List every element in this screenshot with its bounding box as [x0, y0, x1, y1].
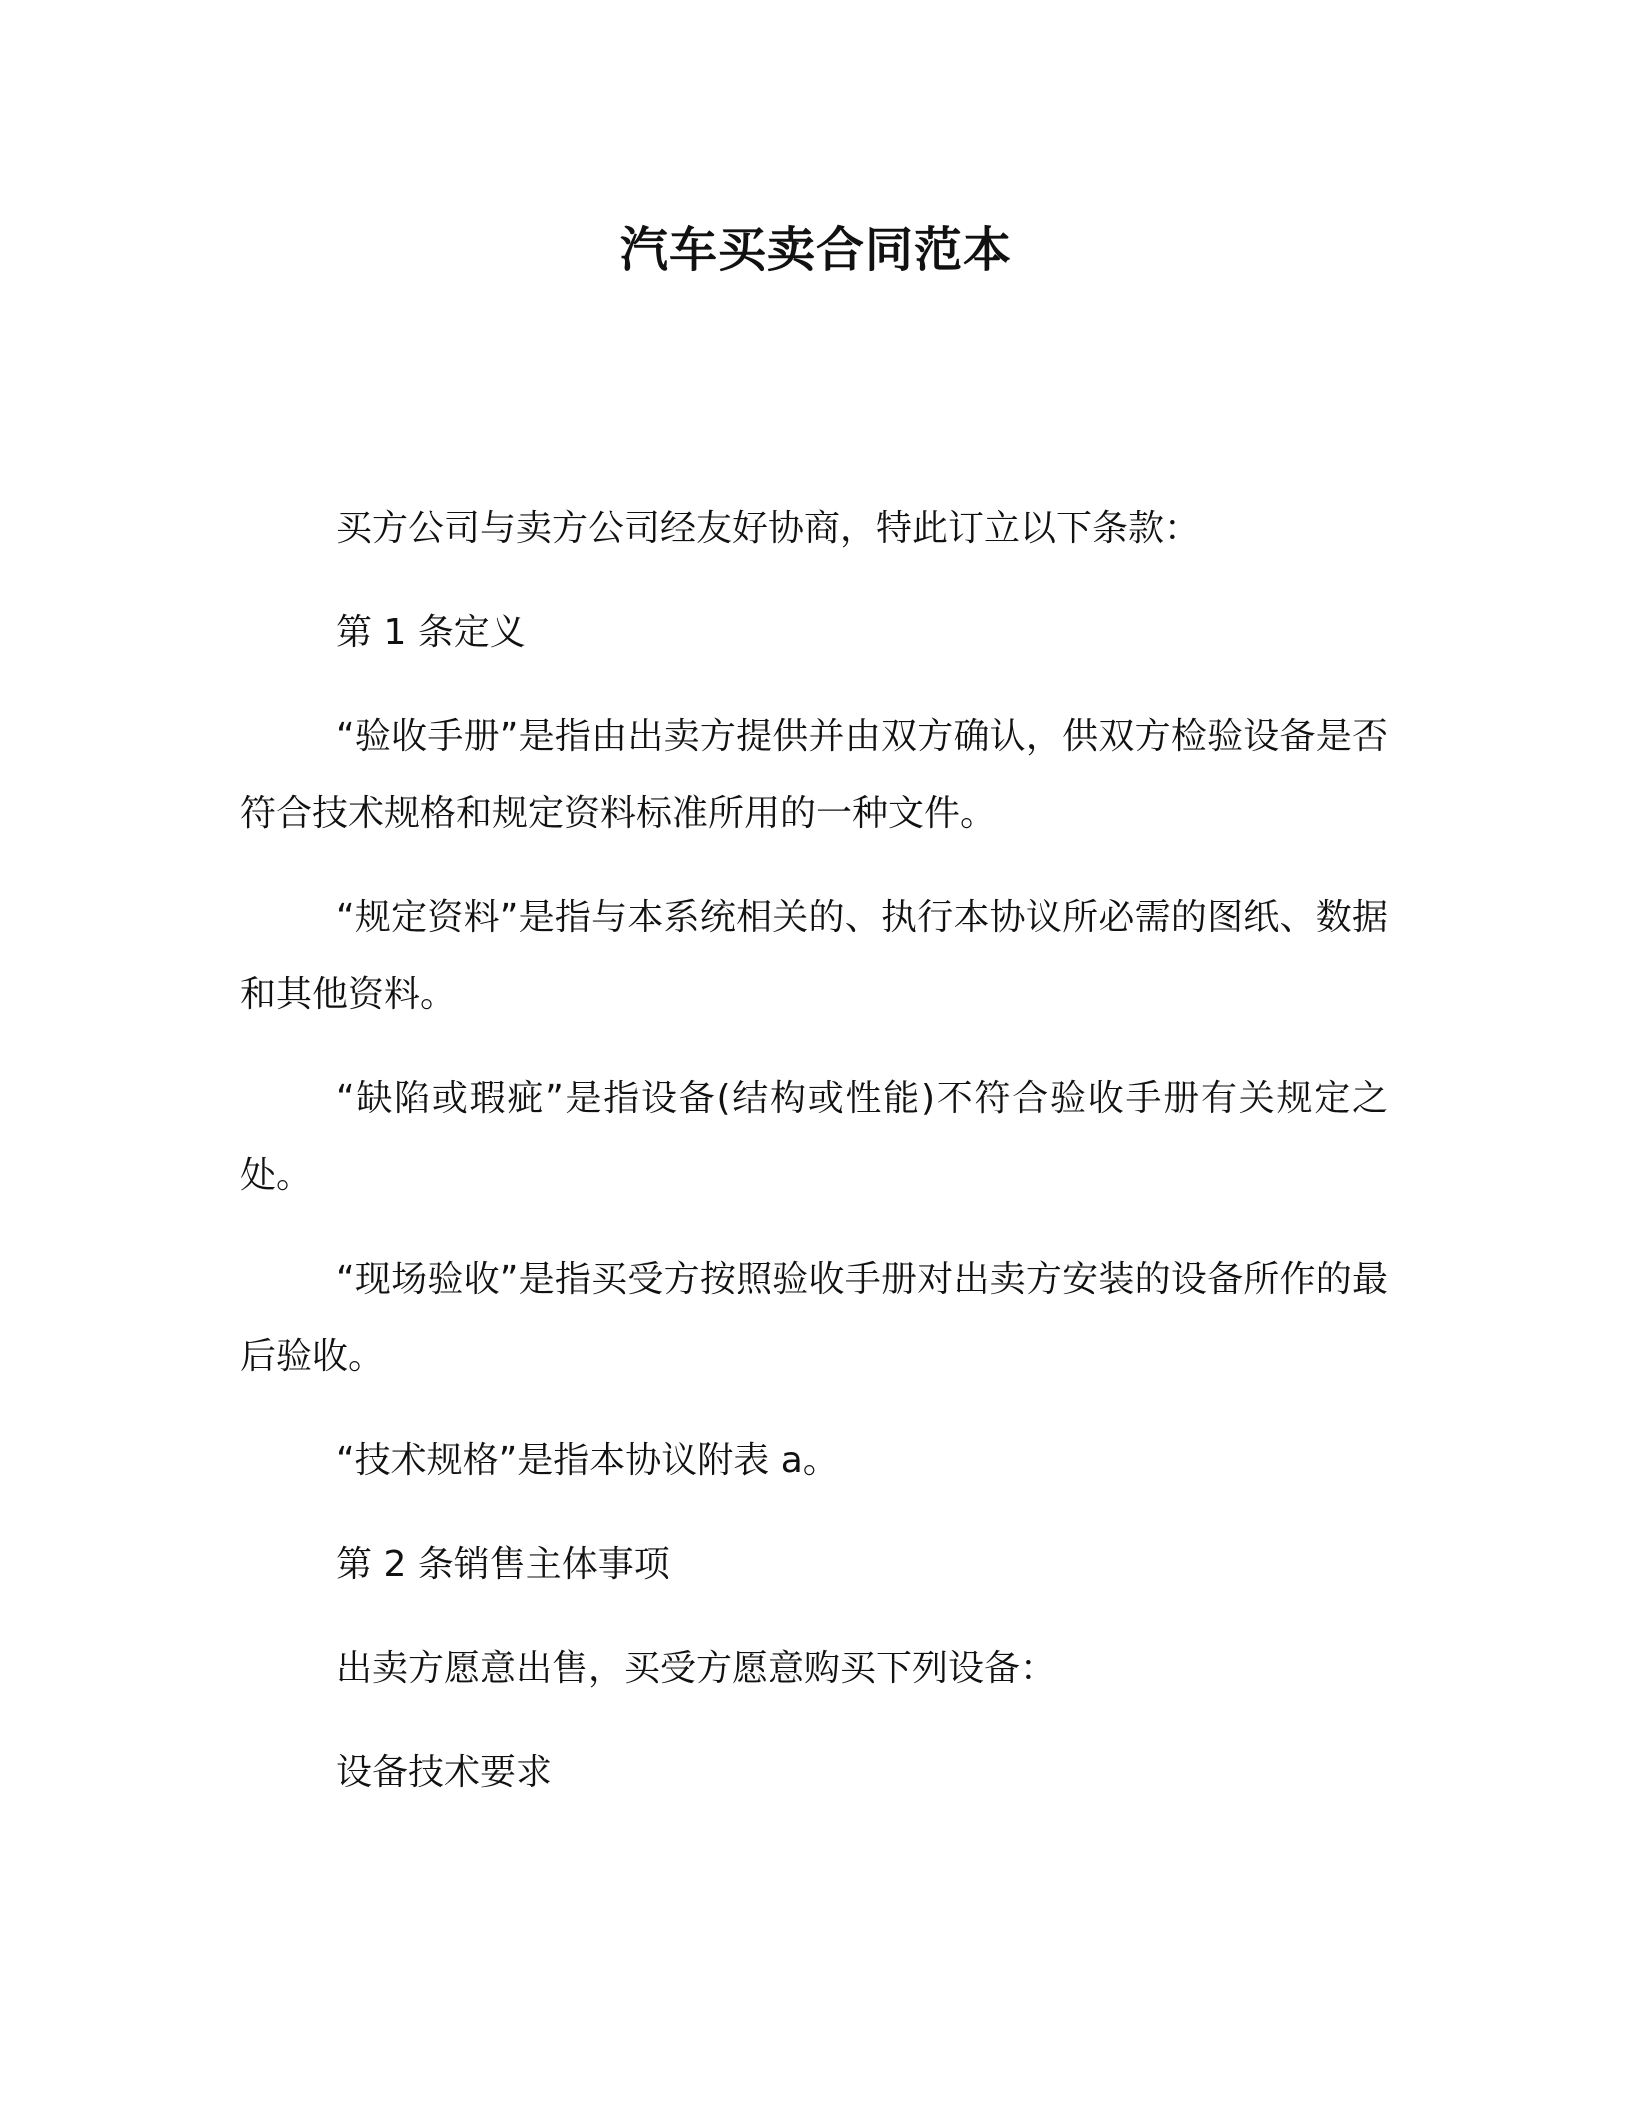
section-heading-2: 第 2 条销售主体事项	[336, 1544, 670, 1585]
definition-specified-materials: “规定资料”是指与本系统相关的、执行本协议所必需的图纸、数据和其他资料。	[240, 897, 1388, 1015]
document-body	[240, 490, 1388, 1838]
definition-defects: “缺陷或瑕疵”是指设备(结构或性能)不符合验收手册有关规定之处。	[240, 1078, 1388, 1196]
definition-acceptance-manual: “验收手册”是指由出卖方提供并由双方确认，供双方检验设备是否符合技术规格和规定资料标准所用的一种文件。	[240, 716, 1388, 834]
section-heading-1: 第 1 条定义	[336, 612, 526, 653]
document-title: 汽车买卖合同范本	[619, 222, 1012, 278]
paragraph-intro: 买方公司与卖方公司经友好协商，特此订立以下条款：	[336, 508, 1201, 549]
paragraph-equipment-requirements: 设备技术要求	[336, 1752, 553, 1793]
paragraph-sale-agreement: 出卖方愿意出售，买受方愿意购买下列设备：	[336, 1648, 1057, 1689]
definition-technical-specification: “技术规格”是指本协议附表 a。	[336, 1440, 839, 1481]
definition-site-acceptance: “现场验收”是指买受方按照验收手册对出卖方安装的设备所作的最后验收。	[240, 1259, 1388, 1377]
